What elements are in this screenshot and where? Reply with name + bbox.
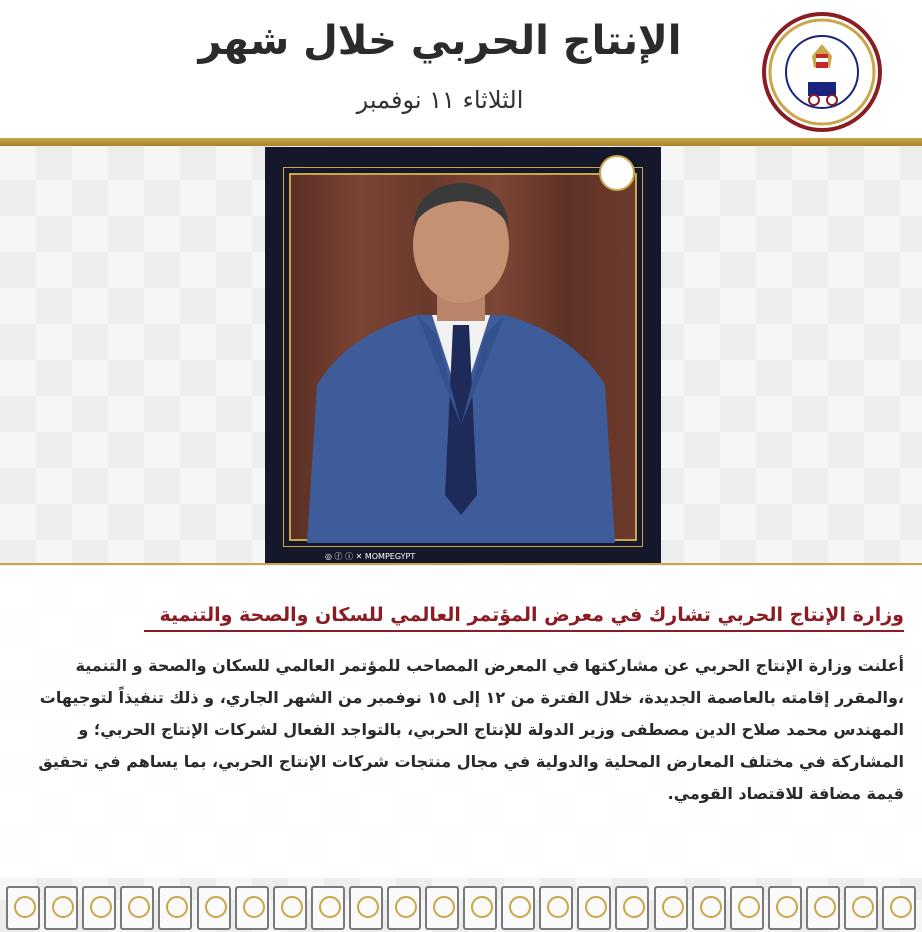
date-label: الثلاثاء ١١ نوفمبر: [356, 86, 524, 114]
mini-logo-icon: [599, 155, 635, 191]
tools-icon: [730, 886, 764, 930]
engineer-icon: [273, 886, 307, 930]
article-line: قيمة مضافة للاقتصاد القومي.: [667, 784, 904, 803]
portrait-photo: [289, 173, 637, 561]
gear-icon: [82, 886, 116, 930]
bottom-gold-line: [0, 563, 922, 565]
press-icon: [463, 886, 497, 930]
truck-icon: [844, 886, 878, 930]
robot-arm-icon: [539, 886, 573, 930]
article-body: [14, 650, 904, 810]
robot-icon: [806, 886, 840, 930]
page-title: الإنتاج الحربي خلال شهر: [198, 18, 682, 64]
gear-icon: [768, 886, 802, 930]
lathe-icon: [197, 886, 231, 930]
industry-icons-strip: [0, 880, 922, 932]
worker-icon: [349, 886, 383, 930]
printer-icon: [577, 886, 611, 930]
worker-icon: [158, 886, 192, 930]
ministry-logo-icon: [760, 10, 884, 134]
portrait-frame: [265, 147, 661, 565]
gear-icon: [235, 886, 269, 930]
article-line: أعلنت وزارة الإنتاج الحربي عن مشاركتها في المعرض المصاحب للمؤتمر العالمي للسكان والصحة و التنمية: [75, 656, 904, 675]
person-silhouette-icon: [287, 175, 635, 543]
article-line: المهندس محمد صلاح الدين مصطفى وزير الدولة للإنتاج الحربي، بالتواجد الفعال لشركات الإنتاج الحربي؛ و: [78, 720, 904, 739]
robot-icon: [425, 886, 459, 930]
locker-icon: [311, 886, 345, 930]
article-line: ،والمقرر إقامته بالعاصمة الجديدة، خلال الفترة من ١٢ إلى ١٥ نوفمبر من الشهر الجاري، و ذلك تنفيذاً لتوجيهات: [39, 688, 904, 707]
factory-icon: [882, 886, 916, 930]
cpu-icon: [615, 886, 649, 930]
social-handle: ◎ ⓕ ⓘ ✕ MOMPEGYPT: [325, 552, 416, 561]
workers-icon: [6, 886, 40, 930]
workers-icon: [44, 886, 78, 930]
top-gold-divider: [0, 138, 922, 146]
article-headline: وزارة الإنتاج الحربي تشارك في معرض المؤتمر العالمي للسكان والصحة والتنمية: [144, 604, 904, 632]
conveyor-icon: [387, 886, 421, 930]
header: [0, 0, 922, 140]
article-line: المشاركة في مختلف المعارض المحلية والدولية في مجال منتجات شركات الإنتاج الحربي، بما يساهم في تحقيق: [38, 752, 904, 771]
machine-icon: [501, 886, 535, 930]
drill-icon: [120, 886, 154, 930]
machine-icon: [692, 886, 726, 930]
factory-icon: [654, 886, 688, 930]
